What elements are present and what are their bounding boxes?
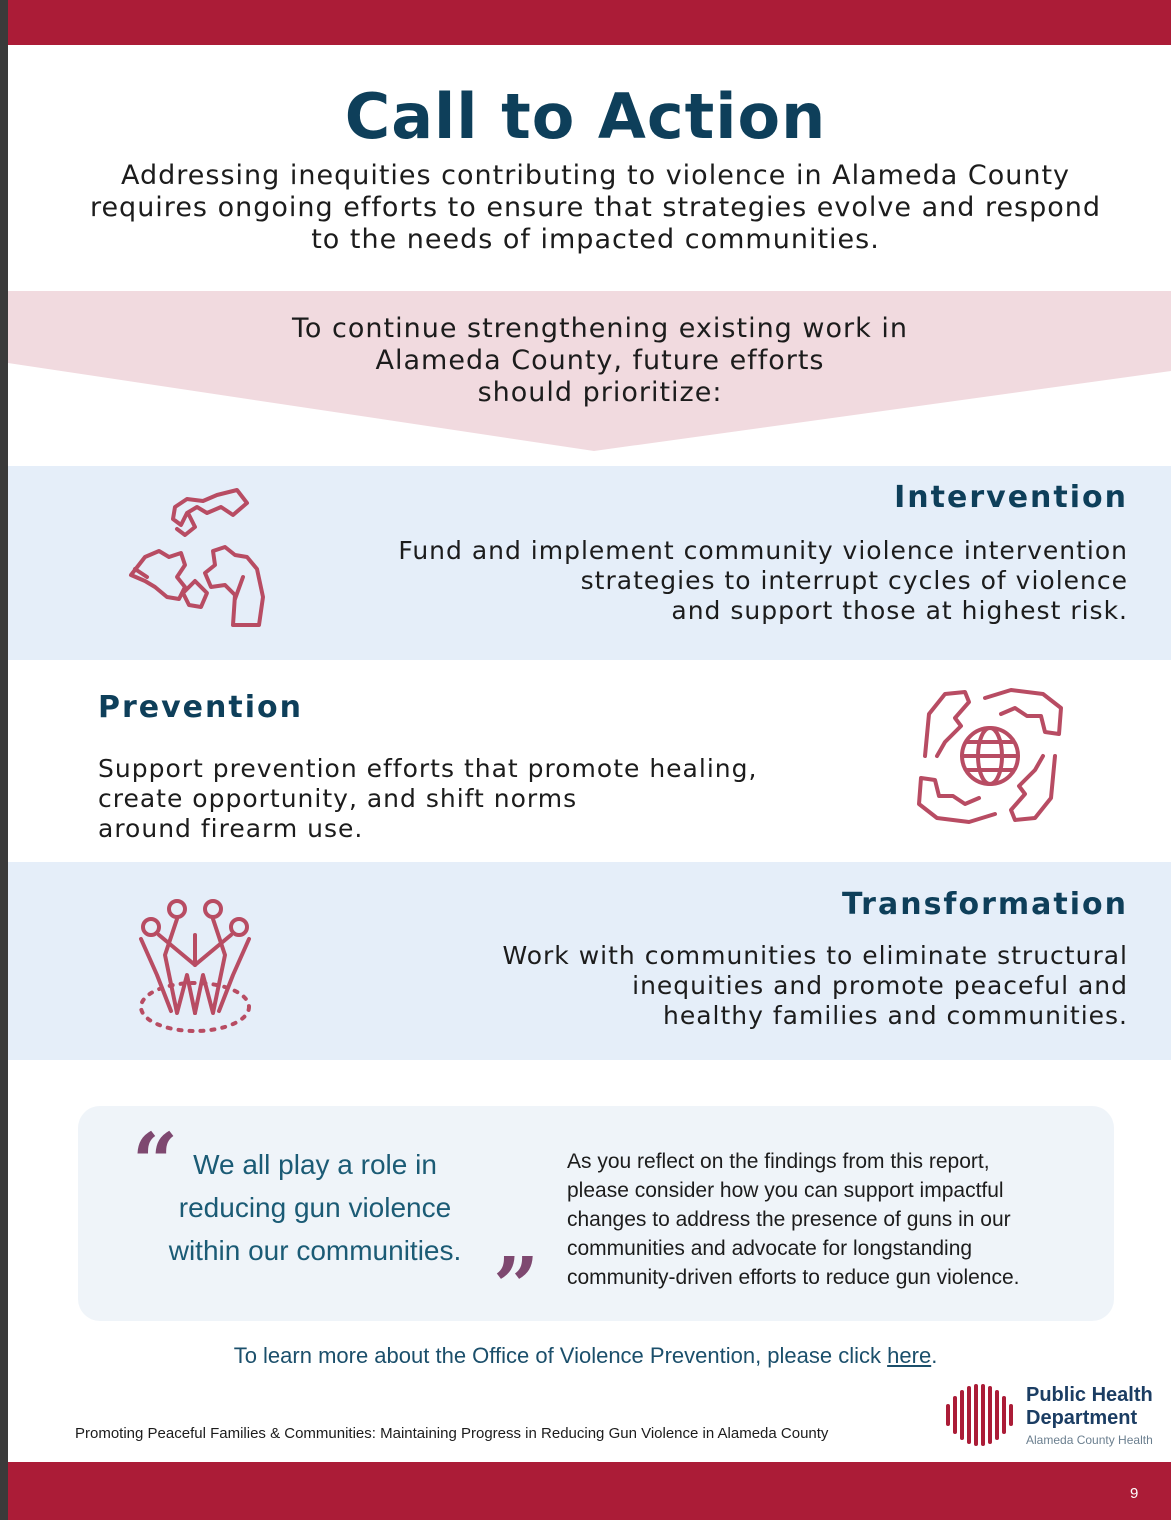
- prevention-title: Prevention: [98, 690, 303, 725]
- logo-line: Public Health: [1026, 1384, 1153, 1406]
- intervention-text: [300, 536, 1128, 626]
- prevention-line: Support prevention efforts that promote healing,: [98, 754, 758, 783]
- intro-line: Addressing inequities contributing to violence in Alameda County: [120, 160, 1071, 191]
- logo-wordmark: [1026, 1384, 1153, 1430]
- logo-line: Department: [1026, 1407, 1138, 1429]
- transformation-title: Transformation: [842, 887, 1128, 922]
- page-title: Call to Action: [344, 80, 827, 153]
- page-number: 9: [1130, 1485, 1139, 1502]
- open-quote-icon: “: [132, 1115, 179, 1209]
- transformation-text: [300, 941, 1128, 1031]
- quote-line: within our communities.: [168, 1235, 462, 1266]
- prevention-text: [98, 754, 818, 844]
- quote-line: reducing gun violence: [178, 1192, 452, 1223]
- logo-subtitle: Alameda County Health: [1026, 1433, 1153, 1447]
- intervention-title: Intervention: [894, 480, 1128, 515]
- learn-more-line: [0, 1343, 1171, 1369]
- community-circle-icon: [135, 895, 260, 1040]
- transformation-line: Work with communities to eliminate structural: [502, 941, 1128, 970]
- close-quote-icon: ”: [493, 1239, 540, 1333]
- intro-paragraph: [60, 160, 1131, 256]
- prevention-line: create opportunity, and shift norms: [98, 784, 578, 813]
- footer-report-title: Promoting Peaceful Families & Communities: Maintaining Progress in Reducing Gun Violence in Alameda County: [75, 1425, 829, 1442]
- here-link[interactable]: here: [887, 1343, 932, 1368]
- banner-line: should prioritize:: [477, 377, 723, 408]
- reflection-line: As you reflect on the findings from this report,: [567, 1150, 990, 1173]
- intro-line: requires ongoing efforts to ensure that strategies evolve and respond: [89, 192, 1102, 223]
- banner-line: To continue strengthening existing work in: [292, 313, 908, 344]
- top-brand-bar: [8, 0, 1171, 45]
- hands-globe-icon: [915, 686, 1065, 826]
- reflection-line: community-driven efforts to reduce gun violence.: [567, 1266, 1020, 1289]
- learn-more-prefix: To learn more about the Office of Violence Prevention, please click: [233, 1343, 888, 1368]
- reflection-paragraph: [567, 1147, 1097, 1292]
- quote-line: We all play a role in: [193, 1149, 437, 1180]
- bottom-brand-bar: [8, 1462, 1171, 1520]
- reflection-line: please consider how you can support impactful: [567, 1179, 1004, 1202]
- intervention-line: Fund and implement community violence intervention: [398, 536, 1128, 565]
- prevention-line: around firearm use.: [98, 814, 364, 843]
- intervention-line: strategies to interrupt cycles of violence: [580, 566, 1128, 595]
- banner-line: Alameda County, future efforts: [375, 345, 825, 376]
- puzzle-hands-icon: [125, 485, 270, 630]
- transformation-line: inequities and promote peaceful and: [632, 971, 1128, 1000]
- intro-line: to the needs of impacted communities.: [311, 224, 880, 255]
- page-left-edge: [0, 0, 8, 1520]
- reflection-line: changes to address the presence of guns in our: [567, 1208, 1011, 1231]
- learn-more-suffix: .: [931, 1343, 938, 1368]
- intervention-line: and support those at highest risk.: [671, 596, 1128, 625]
- priority-banner-text: [200, 313, 1000, 409]
- public-health-logo-icon: [944, 1382, 1016, 1448]
- quote-text: [130, 1143, 500, 1272]
- transformation-line: healthy families and communities.: [662, 1001, 1128, 1030]
- reflection-line: communities and advocate for longstanding: [567, 1237, 973, 1260]
